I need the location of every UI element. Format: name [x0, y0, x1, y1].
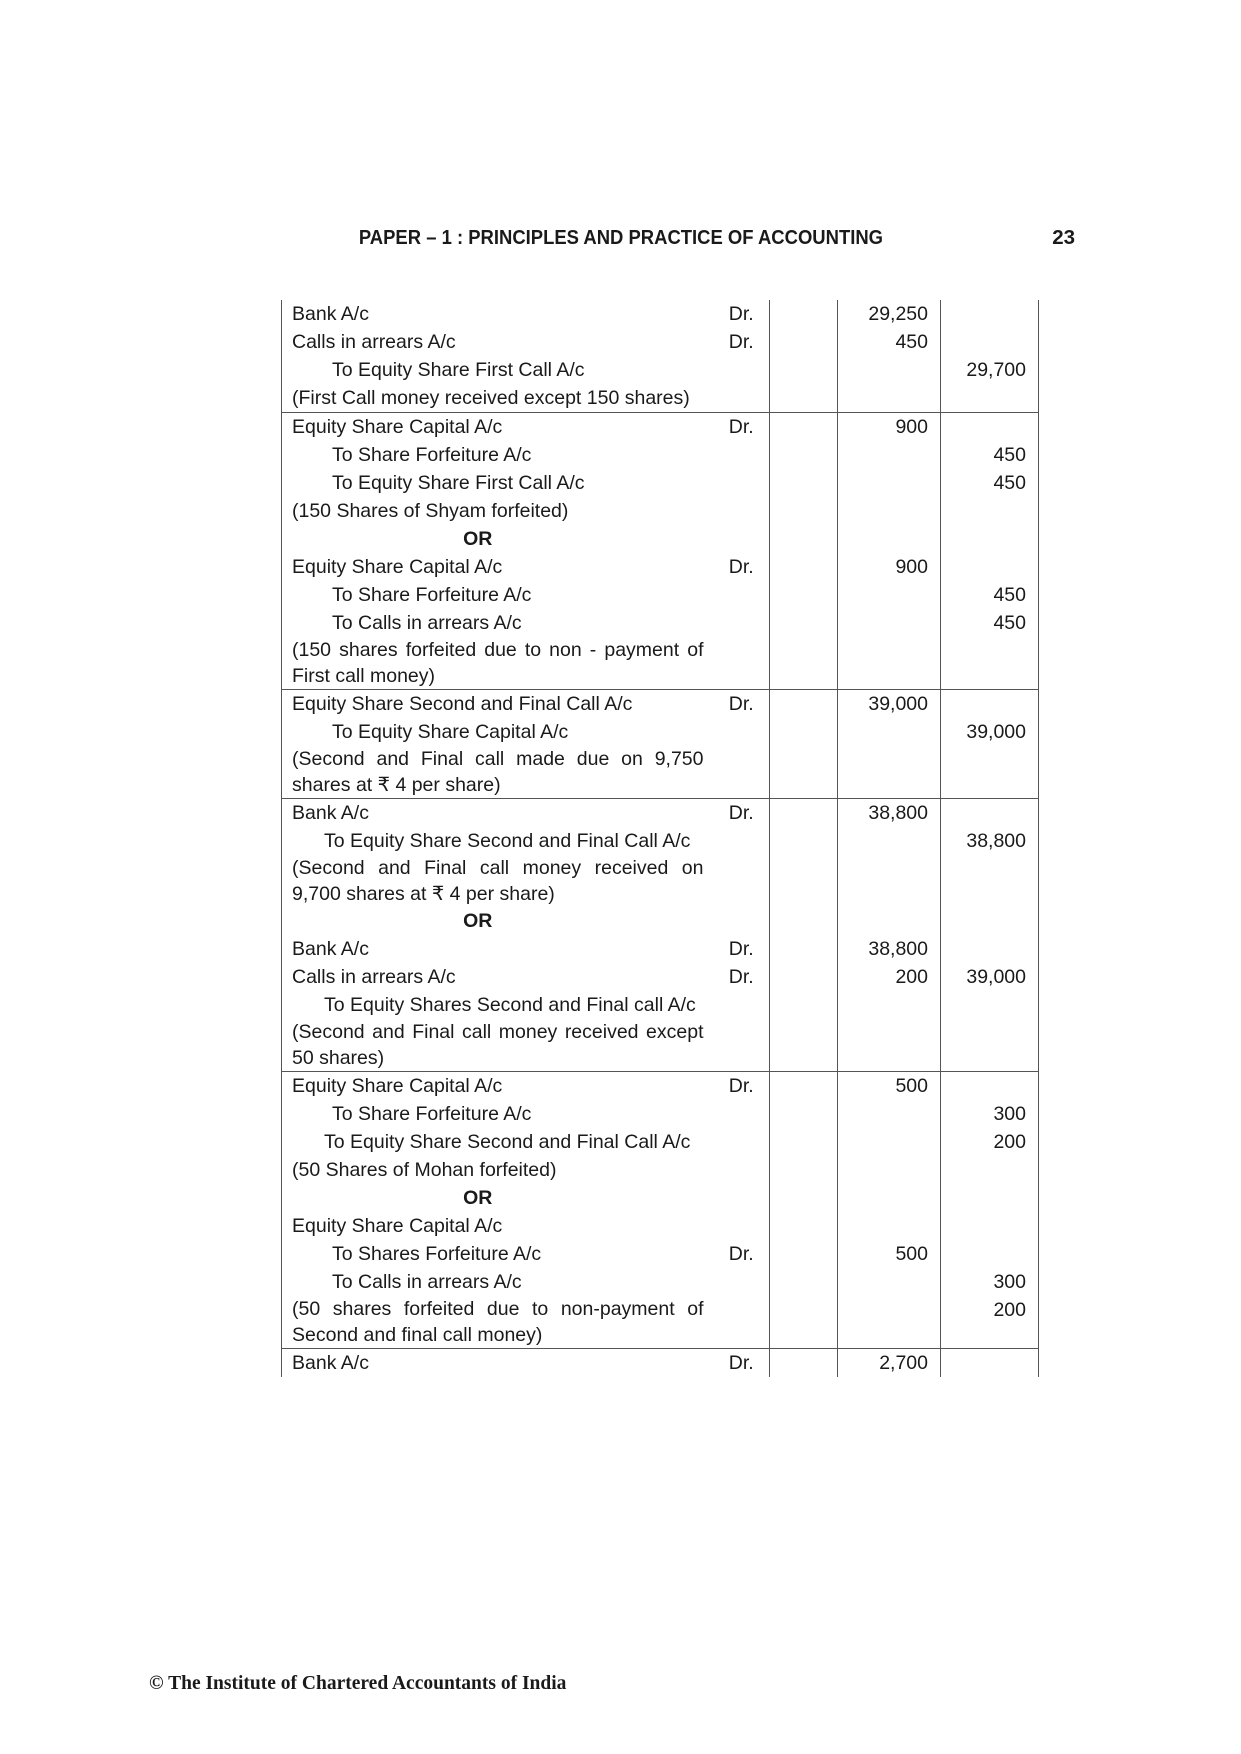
page-number: 23: [1052, 226, 1075, 249]
dr-marker: [714, 991, 770, 1019]
debit-amount: 2,700: [879, 1352, 928, 1374]
credit-account-name: To Calls in arrears A/c: [332, 1271, 522, 1293]
dr-marker: [714, 384, 770, 412]
credit-amount-cell: [941, 1072, 1039, 1349]
dr-marker: [714, 469, 770, 497]
credit-amount: [941, 991, 1026, 1019]
dr-marker: [714, 1100, 770, 1128]
narration-text: (Second and Final call money received on 9,700 shares at ₹ 4 per share): [292, 857, 704, 905]
credit-amount: 29,700: [966, 359, 1026, 381]
credit-amount: [941, 1156, 1026, 1184]
dr-marker: [714, 718, 770, 746]
page-header-title: PAPER – 1 : PRINCIPLES AND PRACTICE OF ACCOUNTING: [358, 226, 884, 249]
narration-text: (150 shares forfeited due to non - payment of First call money): [292, 639, 704, 687]
credit-account-name: To Equity Share Capital A/c: [332, 721, 569, 743]
credit-amount: 450: [993, 472, 1026, 494]
credit-account-name: To Equity Shares Second and Final call A/c: [324, 994, 696, 1016]
credit-amount: 450: [993, 584, 1026, 606]
debit-amount: 450: [895, 331, 928, 353]
credit-amount-cell: [941, 300, 1039, 413]
debit-account-name: Bank A/c: [292, 1352, 369, 1374]
dr-marker: Dr.: [728, 693, 754, 715]
credit-amount: [941, 1240, 1026, 1268]
credit-account-name: To Equity Share First Call A/c: [332, 359, 585, 381]
debit-account-name: Equity Share Capital A/c: [292, 1075, 503, 1097]
journal-entry: [282, 1072, 1039, 1349]
dr-marker-cell: [714, 690, 770, 799]
credit-amount: [941, 907, 1026, 935]
debit-amount: [838, 1268, 928, 1296]
debit-amount: [838, 609, 928, 637]
journal-entry: [282, 300, 1039, 413]
debit-amount: 39,000: [868, 693, 928, 715]
debit-amount: [838, 907, 928, 935]
credit-amount: [941, 1349, 1026, 1377]
dr-marker: [714, 581, 770, 609]
ledger-folio-cell: [770, 799, 838, 1072]
debit-amount: [838, 1156, 928, 1184]
debit-account-name: Equity Share Second and Final Call A/c: [292, 693, 633, 715]
credit-amount: 450: [993, 612, 1026, 634]
ledger-folio-cell: [770, 1349, 838, 1378]
dr-marker: [714, 441, 770, 469]
ledger-folio-cell: [770, 300, 838, 413]
credit-amount: 450: [993, 444, 1026, 466]
dr-marker: [714, 1296, 770, 1348]
credit-account-name: To Shares Forfeiture A/c: [332, 1243, 542, 1265]
credit-amount: [941, 935, 1026, 963]
dr-marker: [714, 827, 770, 855]
dr-marker: [714, 907, 770, 935]
particulars-cell: [282, 300, 714, 413]
dr-marker: [714, 525, 770, 553]
credit-amount: [941, 690, 1026, 718]
dr-marker: [714, 609, 770, 637]
debit-account-name: Bank A/c: [292, 802, 369, 824]
particulars-cell: [282, 1072, 714, 1349]
dr-marker-cell: [714, 799, 770, 1072]
credit-amount: [941, 525, 1026, 553]
journal-entry: [282, 1349, 1039, 1378]
dr-marker: Dr.: [728, 938, 754, 960]
narration-text: (Second and Final call made due on 9,750 shares at ₹ 4 per share): [292, 748, 704, 796]
journal-entry: [282, 799, 1039, 1072]
debit-account-name: Calls in arrears A/c: [292, 966, 456, 988]
credit-account-name: To Share Forfeiture A/c: [332, 444, 532, 466]
particulars-cell: [282, 1349, 714, 1378]
debit-amount: [838, 855, 928, 907]
dr-marker: Dr.: [728, 1352, 754, 1374]
credit-amount: 38,800: [966, 830, 1026, 852]
debit-account-name: Calls in arrears A/c: [292, 331, 456, 353]
dr-marker: Dr.: [728, 331, 754, 353]
dr-marker: [714, 746, 770, 798]
credit-account-name: To Share Forfeiture A/c: [332, 1103, 532, 1125]
dr-marker: [714, 1019, 770, 1071]
or-separator: OR: [463, 1187, 493, 1209]
debit-amount-cell: [838, 413, 941, 690]
ledger-folio-cell: [770, 413, 838, 690]
debit-account-name: Bank A/c: [292, 303, 369, 325]
credit-amount: [941, 746, 1026, 798]
dr-marker-cell: [714, 1072, 770, 1349]
credit-amount: [941, 497, 1026, 525]
dr-marker: [714, 1128, 770, 1156]
credit-amount: [941, 413, 1026, 441]
particulars-cell: [282, 690, 714, 799]
debit-amount: [838, 1296, 928, 1348]
credit-amount: [941, 300, 1026, 328]
debit-amount: [838, 581, 928, 609]
debit-amount: [838, 497, 928, 525]
particulars-cell: [282, 799, 714, 1072]
debit-amount: [838, 637, 928, 689]
dr-marker: Dr.: [728, 802, 754, 824]
dr-marker: Dr.: [728, 1243, 754, 1265]
debit-amount: [838, 1212, 928, 1240]
debit-amount-cell: [838, 690, 941, 799]
debit-amount: 38,800: [868, 938, 928, 960]
credit-account-name: To Equity Share Second and Final Call A/c: [324, 1131, 691, 1153]
credit-amount: 300: [993, 1271, 1026, 1293]
debit-amount: 500: [895, 1243, 928, 1265]
narration-text: (Second and Final call money received except 50 shares): [292, 1021, 704, 1069]
dr-marker: [714, 637, 770, 689]
dr-marker: [714, 356, 770, 384]
journal-entries-table: [281, 300, 1039, 1377]
dr-marker: [714, 1268, 770, 1296]
debit-amount-cell: [838, 1349, 941, 1378]
debit-amount: 200: [895, 966, 928, 988]
particulars-cell: [282, 413, 714, 690]
dr-marker: Dr.: [728, 556, 754, 578]
dr-marker: Dr.: [728, 1075, 754, 1097]
dr-marker: [714, 1156, 770, 1184]
credit-amount-cell: [941, 413, 1039, 690]
credit-amount: [941, 553, 1026, 581]
credit-amount-cell: [941, 799, 1039, 1072]
debit-amount: [838, 746, 928, 798]
ledger-folio-cell: [770, 1072, 838, 1349]
dr-marker: Dr.: [728, 303, 754, 325]
credit-amount: 300: [993, 1103, 1026, 1125]
credit-amount: 200: [993, 1131, 1026, 1153]
debit-amount: 500: [895, 1075, 928, 1097]
credit-amount: [941, 1184, 1026, 1212]
credit-amount: [941, 1019, 1026, 1071]
debit-amount-cell: [838, 799, 941, 1072]
credit-amount: [941, 384, 1026, 412]
debit-account-name: Equity Share Capital A/c: [292, 1215, 503, 1237]
credit-amount: [941, 1072, 1026, 1100]
or-separator: OR: [463, 910, 493, 932]
journal-entry: [282, 413, 1039, 690]
credit-amount: 39,000: [966, 966, 1026, 988]
dr-marker: [714, 1184, 770, 1212]
debit-amount: [838, 827, 928, 855]
credit-account-name: To Calls in arrears A/c: [332, 612, 522, 634]
credit-amount: [941, 799, 1026, 827]
ledger-folio-cell: [770, 690, 838, 799]
credit-amount: [941, 1212, 1026, 1240]
dr-marker-cell: [714, 1349, 770, 1378]
debit-amount: [838, 384, 928, 412]
debit-amount: 900: [895, 416, 928, 438]
narration-text: (50 Shares of Mohan forfeited): [292, 1159, 557, 1181]
dr-marker: Dr.: [728, 966, 754, 988]
dr-marker: [714, 497, 770, 525]
dr-marker-cell: [714, 300, 770, 413]
dr-marker: [714, 1212, 770, 1240]
debit-amount: [838, 1184, 928, 1212]
debit-amount: [838, 469, 928, 497]
narration-text: (First Call money received except 150 shares): [292, 387, 690, 409]
debit-amount: [838, 991, 928, 1019]
credit-amount: [941, 855, 1026, 907]
credit-account-name: To Share Forfeiture A/c: [332, 584, 532, 606]
credit-amount: 200: [993, 1299, 1026, 1321]
debit-account-name: Equity Share Capital A/c: [292, 416, 503, 438]
debit-amount: [838, 441, 928, 469]
debit-amount: [838, 1128, 928, 1156]
debit-amount: 29,250: [868, 303, 928, 325]
debit-amount: [838, 356, 928, 384]
dr-marker: Dr.: [728, 416, 754, 438]
credit-account-name: To Equity Share First Call A/c: [332, 472, 585, 494]
credit-amount: [941, 328, 1026, 356]
credit-amount: 39,000: [966, 721, 1026, 743]
debit-account-name: Equity Share Capital A/c: [292, 556, 503, 578]
credit-amount-cell: [941, 690, 1039, 799]
debit-amount: 38,800: [868, 802, 928, 824]
journal-entry: [282, 690, 1039, 799]
debit-amount: [838, 1100, 928, 1128]
debit-account-name: Bank A/c: [292, 938, 369, 960]
narration-text: (150 Shares of Shyam forfeited): [292, 500, 569, 522]
credit-account-name: To Equity Share Second and Final Call A/c: [324, 830, 691, 852]
dr-marker-cell: [714, 413, 770, 690]
credit-amount-cell: [941, 1349, 1039, 1378]
dr-marker: [714, 855, 770, 907]
debit-amount: 900: [895, 556, 928, 578]
debit-amount: [838, 718, 928, 746]
credit-amount: [941, 637, 1026, 689]
debit-amount: [838, 525, 928, 553]
copyright-footer: © The Institute of Chartered Accountants of India: [149, 1673, 567, 1694]
debit-amount-cell: [838, 300, 941, 413]
debit-amount-cell: [838, 1072, 941, 1349]
or-separator: OR: [463, 528, 493, 550]
debit-amount: [838, 1019, 928, 1071]
narration-text: (50 shares forfeited due to non-payment of Second and final call money): [292, 1298, 704, 1346]
